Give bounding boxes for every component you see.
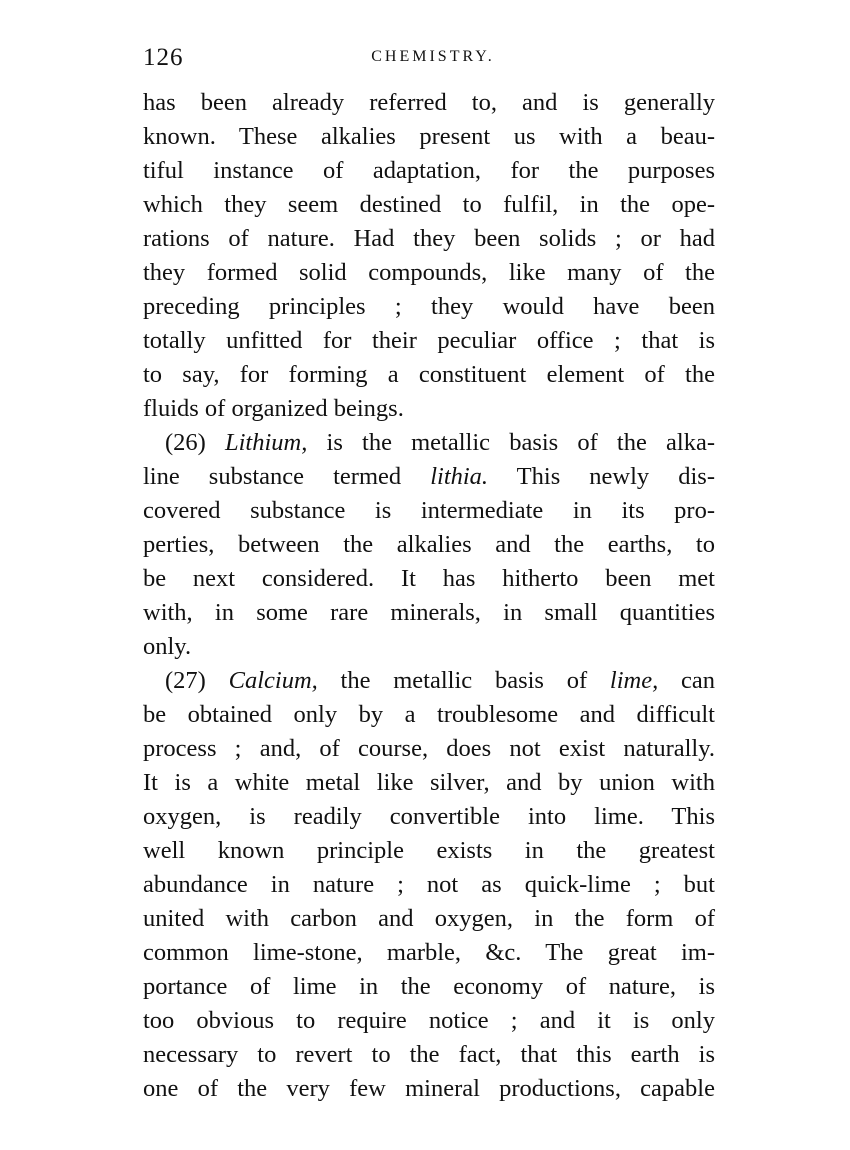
text-line: united with carbon and oxygen, in the form of — [143, 905, 715, 932]
text-line: oxygen, is readily convertible into lime. This — [143, 803, 715, 830]
text-line: well known principle exists in the greatest — [143, 837, 715, 864]
text-run: line substance termed — [143, 463, 431, 490]
text-run: is the metallic basis of the alka- — [307, 429, 715, 456]
text-line: too obvious to require notice ; and it is only — [143, 1007, 715, 1034]
text-line — [143, 664, 715, 698]
text-line: It is a white metal like silver, and by union with — [143, 769, 715, 796]
text-run: (26) — [165, 429, 225, 456]
text-line: necessary to revert to the fact, that this earth is — [143, 1041, 715, 1068]
text-line: to say, for forming a constituent element of the — [143, 361, 715, 388]
text-run: can — [658, 667, 716, 694]
text-line: be obtained only by a troublesome and difficult — [143, 701, 715, 728]
text-line: tiful instance of adaptation, for the purposes — [143, 157, 715, 184]
italic-term: lithia. — [430, 463, 489, 490]
body-text — [143, 86, 715, 1106]
text-line: abundance in nature ; not as quick-lime ; but — [143, 871, 715, 898]
text-line: with, in some rare minerals, in small quantities — [143, 599, 715, 626]
text-line — [143, 460, 715, 494]
text-line: they formed solid compounds, like many of the — [143, 259, 715, 286]
text-line: fluids of organized beings. — [143, 395, 404, 422]
italic-term: lime, — [609, 667, 659, 694]
text-line: preceding principles ; they would have been — [143, 293, 715, 320]
running-title: CHEMISTRY. — [371, 48, 495, 65]
text-run: This newly dis- — [488, 463, 715, 490]
text-line: which they seem destined to fulfil, in the ope- — [143, 191, 715, 218]
text-line: be next considered. It has hitherto been met — [143, 565, 715, 592]
text-line: common lime-stone, marble, &c. The great im- — [143, 939, 715, 966]
italic-term: Calcium, — [228, 667, 318, 694]
text-line: covered substance is intermediate in its pro- — [143, 497, 715, 524]
text-line: one of the very few mineral productions, capable — [143, 1075, 715, 1102]
text-run: (27) — [165, 667, 229, 694]
text-line: only. — [143, 633, 192, 660]
running-head — [143, 44, 715, 74]
text-line: portance of lime in the economy of nature, is — [143, 973, 715, 1000]
text-line: perties, between the alkalies and the earths, to — [143, 531, 715, 558]
text-line: known. These alkalies present us with a beau- — [143, 123, 715, 150]
text-line: rations of nature. Had they been solids ; or had — [143, 225, 715, 252]
text-line: has been already referred to, and is generally — [143, 89, 715, 116]
text-line — [143, 426, 715, 460]
text-line: process ; and, of course, does not exist naturally. — [143, 735, 715, 762]
text-run: the metallic basis of — [317, 667, 610, 694]
page-number: 126 — [143, 44, 184, 71]
italic-term: Lithium, — [224, 429, 308, 456]
text-line: totally unfitted for their peculiar office ; that is — [143, 327, 715, 354]
